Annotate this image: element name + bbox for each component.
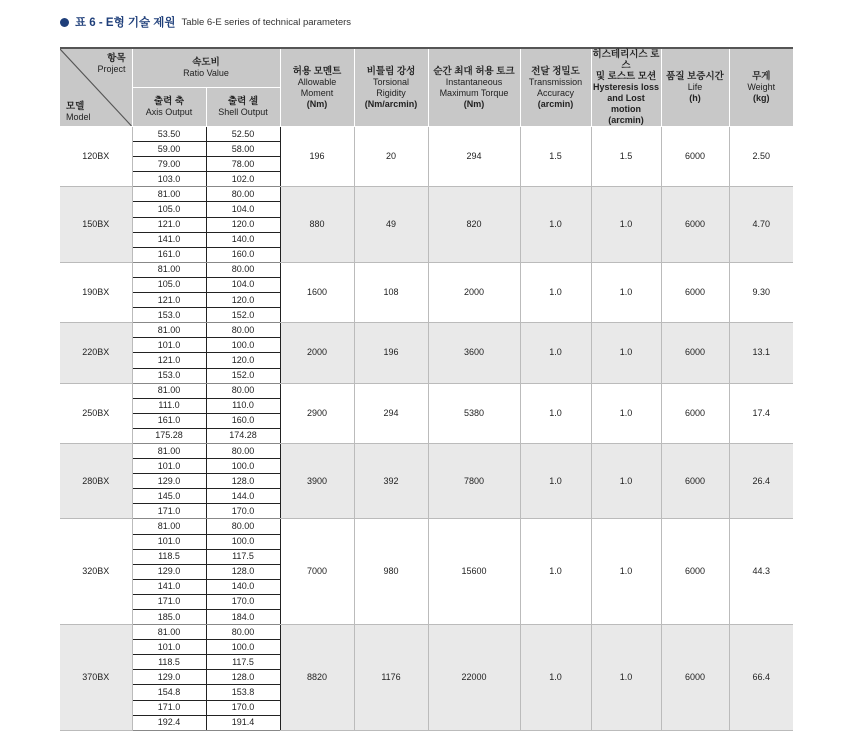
axis-output-cell: 161.0: [132, 247, 206, 262]
axis-output-cell: 171.0: [132, 504, 206, 519]
table-row: [60, 519, 793, 534]
hysteresis-cell: 1.0: [591, 519, 661, 625]
bullet-icon: [60, 18, 69, 27]
rigidity-cell: 108: [354, 262, 428, 322]
axis-output-cell: 79.00: [132, 157, 206, 172]
shell-output-cell: 120.0: [206, 353, 280, 368]
shell-output-cell: 100.0: [206, 534, 280, 549]
header-ratio-en: Ratio Value: [183, 68, 229, 79]
torque-cell: 5380: [428, 383, 520, 443]
technical-parameters-table: [60, 47, 793, 731]
shell-output-cell: 170.0: [206, 700, 280, 715]
shell-output-cell: 128.0: [206, 474, 280, 489]
torque-cell: 2000: [428, 262, 520, 322]
header-project-ko: 항목: [107, 53, 126, 64]
shell-output-cell: 100.0: [206, 640, 280, 655]
axis-output-cell: 81.00: [132, 383, 206, 398]
shell-output-cell: 80.00: [206, 323, 280, 338]
title-korean: 표 6 - E형 기술 제원: [75, 17, 176, 29]
torque-cell: 820: [428, 187, 520, 262]
hysteresis-cell: 1.0: [591, 625, 661, 731]
moment-cell: 7000: [280, 519, 354, 625]
axis-output-cell: 101.0: [132, 534, 206, 549]
axis-output-cell: 192.4: [132, 715, 206, 730]
axis-output-cell: 105.0: [132, 202, 206, 217]
weight-cell: 13.1: [729, 323, 793, 383]
header-weight: 무게 Weight (kg): [729, 48, 793, 127]
weight-cell: 4.70: [729, 187, 793, 262]
shell-output-cell: 117.5: [206, 655, 280, 670]
shell-output-cell: 102.0: [206, 172, 280, 187]
header-shell-output: 출력 셀 Shell Output: [206, 88, 280, 127]
axis-output-cell: 141.0: [132, 579, 206, 594]
life-cell: 6000: [661, 323, 729, 383]
axis-output-cell: 81.00: [132, 262, 206, 277]
hysteresis-cell: 1.0: [591, 187, 661, 262]
accuracy-cell: 1.0: [520, 187, 591, 262]
axis-output-cell: 129.0: [132, 474, 206, 489]
shell-output-cell: 152.0: [206, 308, 280, 323]
hysteresis-cell: 1.0: [591, 443, 661, 518]
axis-output-cell: 171.0: [132, 594, 206, 609]
shell-output-cell: 100.0: [206, 338, 280, 353]
moment-cell: 3900: [280, 443, 354, 518]
life-cell: 6000: [661, 187, 729, 262]
shell-output-cell: 80.00: [206, 262, 280, 277]
rigidity-cell: 294: [354, 383, 428, 443]
life-cell: 6000: [661, 127, 729, 187]
shell-output-cell: 153.8: [206, 685, 280, 700]
shell-output-cell: 174.28: [206, 428, 280, 443]
life-cell: 6000: [661, 443, 729, 518]
axis-output-cell: 141.0: [132, 232, 206, 247]
shell-output-cell: 128.0: [206, 670, 280, 685]
axis-output-cell: 101.0: [132, 459, 206, 474]
shell-output-cell: 104.0: [206, 202, 280, 217]
header-model-en: Model: [66, 112, 91, 122]
header-torque: 순간 최대 허용 토크 Instantaneous Maximum Torque (Nm): [428, 48, 520, 127]
header-moment: 허용 모멘트 Allowable Moment (Nm): [280, 48, 354, 127]
axis-output-cell: 118.5: [132, 655, 206, 670]
table-row: [60, 127, 793, 142]
table-row: [60, 187, 793, 202]
table-row: [60, 625, 793, 640]
header-axis-output: 출력 축 Axis Output: [132, 88, 206, 127]
weight-cell: 44.3: [729, 519, 793, 625]
shell-output-cell: 110.0: [206, 398, 280, 413]
header-rigidity: 비틀림 강성 Torsional Rigidity (Nm/arcmin): [354, 48, 428, 127]
rigidity-cell: 980: [354, 519, 428, 625]
rigidity-cell: 196: [354, 323, 428, 383]
model-cell: 120BX: [60, 127, 132, 187]
life-cell: 6000: [661, 262, 729, 322]
axis-output-cell: 81.00: [132, 187, 206, 202]
rigidity-cell: 1176: [354, 625, 428, 731]
weight-cell: 66.4: [729, 625, 793, 731]
axis-output-cell: 171.0: [132, 700, 206, 715]
title-english: Table 6-E series of technical parameters: [181, 16, 352, 28]
accuracy-cell: 1.0: [520, 323, 591, 383]
torque-cell: 15600: [428, 519, 520, 625]
accuracy-cell: 1.0: [520, 625, 591, 731]
accuracy-cell: 1.5: [520, 127, 591, 187]
moment-cell: 1600: [280, 262, 354, 322]
weight-cell: 2.50: [729, 127, 793, 187]
axis-output-cell: 175.28: [132, 428, 206, 443]
shell-output-cell: 170.0: [206, 504, 280, 519]
axis-output-cell: 129.0: [132, 564, 206, 579]
shell-output-cell: 170.0: [206, 594, 280, 609]
axis-output-cell: 101.0: [132, 640, 206, 655]
header-model-ko: 모델: [66, 101, 85, 112]
hysteresis-cell: 1.0: [591, 323, 661, 383]
shell-output-cell: 80.00: [206, 625, 280, 640]
shell-output-cell: 152.0: [206, 368, 280, 383]
moment-cell: 880: [280, 187, 354, 262]
axis-output-cell: 81.00: [132, 443, 206, 458]
shell-output-cell: 184.0: [206, 610, 280, 625]
torque-cell: 7800: [428, 443, 520, 518]
shell-output-cell: 191.4: [206, 715, 280, 730]
rigidity-cell: 20: [354, 127, 428, 187]
header-project-model: [60, 48, 132, 127]
life-cell: 6000: [661, 383, 729, 443]
shell-output-cell: 100.0: [206, 459, 280, 474]
shell-output-cell: 80.00: [206, 187, 280, 202]
accuracy-cell: 1.0: [520, 519, 591, 625]
life-cell: 6000: [661, 519, 729, 625]
axis-output-cell: 81.00: [132, 519, 206, 534]
accuracy-cell: 1.0: [520, 443, 591, 518]
axis-output-cell: 101.0: [132, 338, 206, 353]
hysteresis-cell: 1.0: [591, 262, 661, 322]
shell-output-cell: 144.0: [206, 489, 280, 504]
shell-output-cell: 58.00: [206, 142, 280, 157]
shell-output-cell: 160.0: [206, 413, 280, 428]
table-title: [60, 13, 351, 31]
axis-output-cell: 154.8: [132, 685, 206, 700]
table-row: [60, 262, 793, 277]
torque-cell: 22000: [428, 625, 520, 731]
shell-output-cell: 78.00: [206, 157, 280, 172]
shell-output-cell: 80.00: [206, 443, 280, 458]
shell-output-cell: 120.0: [206, 293, 280, 308]
shell-output-cell: 80.00: [206, 383, 280, 398]
axis-output-cell: 153.0: [132, 308, 206, 323]
model-cell: 320BX: [60, 519, 132, 625]
header-project-en: Project: [97, 64, 126, 74]
rigidity-cell: 392: [354, 443, 428, 518]
model-cell: 250BX: [60, 383, 132, 443]
weight-cell: 26.4: [729, 443, 793, 518]
axis-output-cell: 129.0: [132, 670, 206, 685]
table-row: [60, 443, 793, 458]
model-cell: 190BX: [60, 262, 132, 322]
axis-output-cell: 153.0: [132, 368, 206, 383]
moment-cell: 2900: [280, 383, 354, 443]
weight-cell: 17.4: [729, 383, 793, 443]
header-ratio: [132, 48, 280, 88]
accuracy-cell: 1.0: [520, 383, 591, 443]
axis-output-cell: 111.0: [132, 398, 206, 413]
shell-output-cell: 120.0: [206, 217, 280, 232]
torque-cell: 3600: [428, 323, 520, 383]
hysteresis-cell: 1.0: [591, 383, 661, 443]
shell-output-cell: 140.0: [206, 579, 280, 594]
hysteresis-cell: 1.5: [591, 127, 661, 187]
rigidity-cell: 49: [354, 187, 428, 262]
shell-output-cell: 140.0: [206, 232, 280, 247]
axis-output-cell: 121.0: [132, 217, 206, 232]
shell-output-cell: 128.0: [206, 564, 280, 579]
header-life: 품질 보증시간 Life (h): [661, 48, 729, 127]
axis-output-cell: 185.0: [132, 610, 206, 625]
shell-output-cell: 52.50: [206, 127, 280, 142]
shell-output-cell: 160.0: [206, 247, 280, 262]
header-ratio-ko: 속도비: [192, 57, 220, 69]
axis-output-cell: 118.5: [132, 549, 206, 564]
life-cell: 6000: [661, 625, 729, 731]
axis-output-cell: 161.0: [132, 413, 206, 428]
table-body: [60, 127, 793, 731]
model-cell: 280BX: [60, 443, 132, 518]
moment-cell: 196: [280, 127, 354, 187]
axis-output-cell: 105.0: [132, 277, 206, 292]
torque-cell: 294: [428, 127, 520, 187]
axis-output-cell: 59.00: [132, 142, 206, 157]
axis-output-cell: 103.0: [132, 172, 206, 187]
axis-output-cell: 121.0: [132, 293, 206, 308]
table-row: [60, 323, 793, 338]
model-cell: 220BX: [60, 323, 132, 383]
table-row: [60, 383, 793, 398]
axis-output-cell: 121.0: [132, 353, 206, 368]
shell-output-cell: 104.0: [206, 277, 280, 292]
header-accuracy: 전달 정밀도 Transmission Accuracy (arcmin): [520, 48, 591, 127]
moment-cell: 8820: [280, 625, 354, 731]
axis-output-cell: 145.0: [132, 489, 206, 504]
axis-output-cell: 81.00: [132, 323, 206, 338]
header-hysteresis: 히스테리시스 로스 및 로스트 모션 Hysteresis loss and Lost motion (arcmin): [592, 49, 660, 125]
moment-cell: 2000: [280, 323, 354, 383]
shell-output-cell: 80.00: [206, 519, 280, 534]
axis-output-cell: 81.00: [132, 625, 206, 640]
weight-cell: 9.30: [729, 262, 793, 322]
shell-output-cell: 117.5: [206, 549, 280, 564]
accuracy-cell: 1.0: [520, 262, 591, 322]
model-cell: 370BX: [60, 625, 132, 731]
axis-output-cell: 53.50: [132, 127, 206, 142]
model-cell: 150BX: [60, 187, 132, 262]
